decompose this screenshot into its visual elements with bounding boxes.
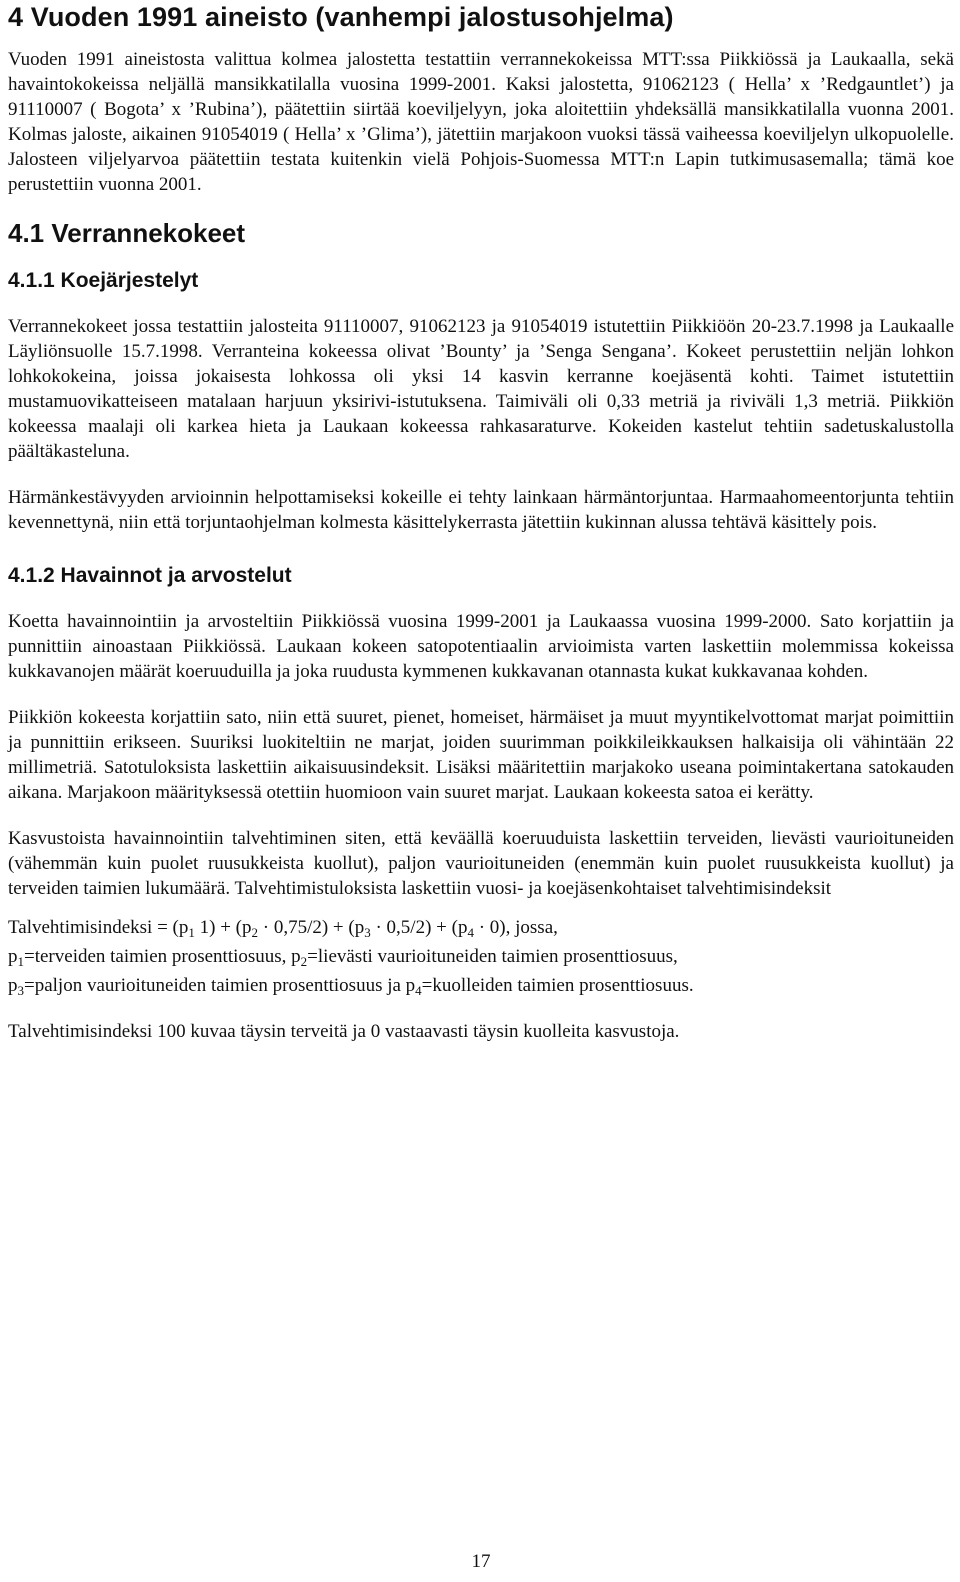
paragraph-talvehtiminen: Kasvustoista havainnointiin talvehtiminen siten, että keväällä koeruuduista laskettiin terveiden, lievästi vaurioituneiden (vähemmän kuin puolet ruusukkeista kuollut), paljon vaurioituneiden (enemmän kuin puolet ruusukkeista kuollut) ja terveiden taimien lukumäärä. Talvehtimistuloksista laskettiin vuosi- ja koejäsenkohtaiset talvehtimisindeksit [8,828,954,899]
paragraph-tautientorjunta: Härmänkestävyyden arvioinnin helpottamiseksi kokeille ei tehty lainkaan härmäntorjuntaa. Harmaahomeentorjunta tehtiin kevennettynä, niin että torjuntaohjelman kolmesta käsittelykerrasta jätettiin kukinnan alussa tehtävä käsittely pois. [8,487,954,533]
subsection-heading-4-1-1: 4.1.1 Koejärjestelyt [8,269,199,292]
subsection-heading-4-1-2: 4.1.2 Havainnot ja arvostelut [8,564,292,587]
document-page [8,0,954,1572]
paragraph-havainnointi: Koetta havainnointiin ja arvosteltiin Piikkiössä vuosina 1999-2001 ja Laukaassa vuosina 1999-2000. Sato korjattiin ja punnittiin ainoastaan Piikkiössä. Laukaan kokeen satopotentiaalin arvioimista varten laskettiin molemmissa kokeissa kukkavanojen määrät koeruuduilla ja joka ruudusta kymmenen kukkavanan otannasta kukat kukkavanaa kohden. [8,611,954,682]
formula-line: Talvehtimisindeksi = ($p_1$ $1) + (p_2 \cdot 0,75/2) + (p_3 \cdot 0,5/2) + (p_4 \cdot 0)$, jossa, [8,917,558,940]
paragraph-koejarjestelyt: Verrannekokeet jossa testattiin jalosteita 91110007, 91062123 ja 91054019 istutettiin Piikkiöön 20-23.7.1998 ja Laukaalle Läyliönsuolle 15.7.1998. Verranteina kokeessa olivat ’Bounty’ ja ’Senga Sengana’. Kokeet perustettiin neljän lohkon lohkokokeina, joissa jokaisesta lohkossa oli yksi 14 kasvin kerranne koejäsentä kohti. Taimet istutettiin mustamuovikatteiseen matalaan harjuun yksirivi-istutuksena. Taimiväli oli 0,33 metriä ja riviväli 1,3 metriä. Piikkiön kokeessa maalaji oli karkea hieta ja Laukaan kokeessa rahkasaraturve. Kokeiden kastelut tehtiin sadetuskalustolla päältäkasteluna. [8,316,954,462]
page-number: 17 [471,1551,491,1572]
section-heading-4: 4 Vuoden 1991 aineisto (vanhempi jalostusohjelma) [8,2,674,32]
paragraph-sadonkorjuu: Piikkiön kokeesta korjattiin sato, niin että suuret, pienet, homeiset, härmäiset ja muut myyntikelvottomat marjat poimittiin ja punnittiin erikseen. Suuriksi luokiteltiin ne marjat, joiden suurimman poikkileikkauksen halkaisija oli vähintään 22 millimetriä. Satotuloksista laskettiin aikaisuusindeksit. Lisäksi määritettiin marjakoko useana poimintakertana satokauden aikana. Marjakoon määrityksessä otettiin huomioon vain suuret marjat. Laukaan kokeesta satoa ei kerätty. [8,707,954,803]
paragraph-indeksi-selitys: Talvehtimisindeksi 100 kuvaa täysin terveitä ja 0 vastaavasti täysin kuolleita kasvustoja. [8,1021,680,1042]
section-heading-4-1: 4.1 Verrannekokeet [8,218,246,248]
definitions-line-1: $p_1=terveiden$ taimien prosenttiosuus, $p_2=lievästi$ vaurioituneiden taimien prosenttiosuus, [8,946,678,969]
definitions-line-2: $p_3=paljon$ vaurioituneiden taimien prosenttiosuus ja $p_4=kuolleiden$ taimien prosenttiosuus. [8,975,694,998]
intro-paragraph: Vuoden 1991 aineistosta valittua kolmea jalostetta testattiin verrannekokeissa MTT:ssa Piikkiössä ja Laukaalla, sekä havaintokokeissa neljällä mansikkatilalla vuosina 1999-2001. Kaksi jalostetta, 91062123 ( Hella’ x ’Redgauntlet’) ja 91110007 ( Bogota’ x ’Rubina’), päätettiin siirtää koeviljelyyn, joka aloitettiin yhdeksällä mansikkatilalla vuonna 2001. Kolmas jaloste, aikainen 91054019 ( Hella’ x ’Glima’), jätettiin marjakoon vuoksi tässä vaiheessa koeviljelyn ulkopuolelle. Jalosteen viljelyarvoa päätettiin testata kuitenkin vielä Pohjois-Suomessa MTT:n Lapin tutkimusasemalla; tämä koe perustettiin vuonna 2001. [8,49,954,195]
